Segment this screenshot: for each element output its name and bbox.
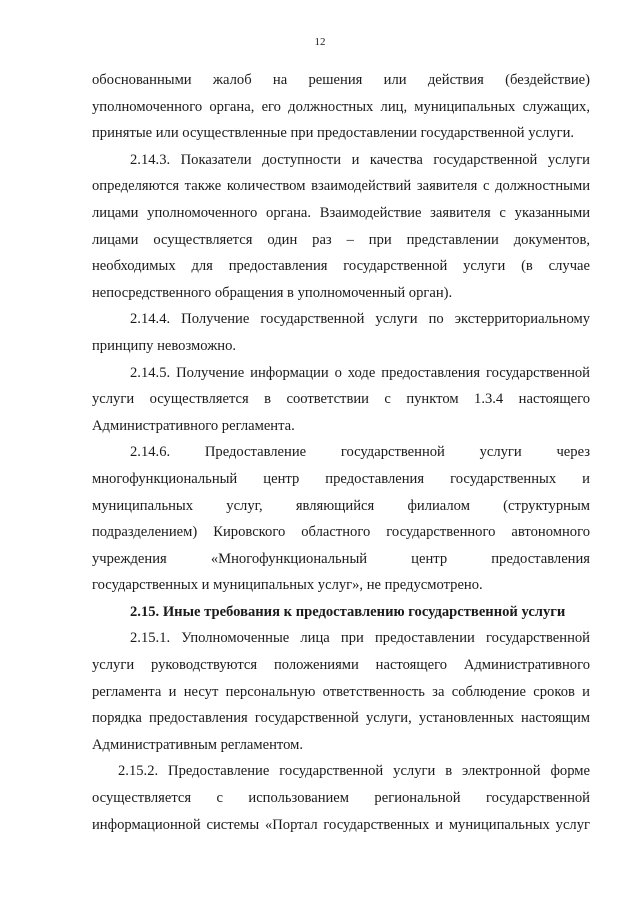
body-text (92, 67, 590, 838)
text-line: непосредственного обращения в уполномоченный орган). (92, 284, 453, 301)
text-line: 2.15.2. Предоставление государственной услуги в электронной форме (118, 763, 590, 780)
text-line: уполномоченного органа, его должностных лиц, муниципальных служащих, (92, 98, 590, 115)
text-line: подразделением) Кировского областного государственного автономного (92, 524, 590, 541)
text-line: осуществляется с использованием региональной государственной (92, 790, 590, 807)
text-line: Административным регламентом. (92, 736, 304, 753)
text-line: государственных и муниципальных услуг», не предусмотрено. (92, 577, 483, 594)
text-line: 2.15.1. Уполномоченные лица при предоставлении государственной (130, 630, 590, 647)
text-line: необходимых для предоставления государственной услуги (в случае (92, 258, 590, 275)
text-line: информационной системы «Портал государственных и муниципальных услуг (92, 816, 590, 833)
text-line: обоснованными жалоб на решения или действия (бездействие) (92, 72, 590, 88)
text-line: 2.14.4. Получение государственной услуги по экстерриториальному (130, 311, 590, 328)
text-line: лицами осуществляется один раз – при представлении документов, (92, 231, 590, 248)
section-heading: 2.15. Иные требования к предоставлению государственной услуги (130, 603, 566, 620)
text-line: муниципальных услуг, являющийся филиалом (структурным (92, 497, 590, 514)
text-line: принципу невозможно. (92, 337, 237, 354)
text-line: лицами уполномоченного органа. Взаимодействие заявителя с указанными (92, 204, 590, 221)
text-line: учреждения «Многофункциональный центр предоставления (92, 550, 590, 567)
page-number: 12 (314, 36, 326, 48)
text-line: 2.14.5. Получение информации о ходе предоставления государственной (130, 364, 590, 381)
text-line: 2.14.3. Показатели доступности и качества государственной услуги (130, 151, 590, 168)
text-line: услуги осуществляется в соответствии с пунктом 1.3.4 настоящего (92, 391, 590, 408)
text-line: регламента и несут персональную ответственность за соблюдение сроков и (92, 683, 590, 700)
text-line: порядка предоставления государственной услуги, установленных настоящим (92, 710, 590, 727)
text-line: Административного регламента. (92, 417, 295, 434)
text-line: определяются также количеством взаимодействий заявителя с должностными (92, 178, 590, 195)
text-line: многофункциональный центр предоставления государственных и (92, 470, 590, 487)
text-line: принятые или осуществленные при предоставлении государственной услуги. (92, 125, 575, 142)
text-line: 2.14.6. Предоставление государственной услуги через (130, 444, 590, 461)
text-line: услуги руководствуются положениями настоящего Административного (92, 657, 590, 674)
